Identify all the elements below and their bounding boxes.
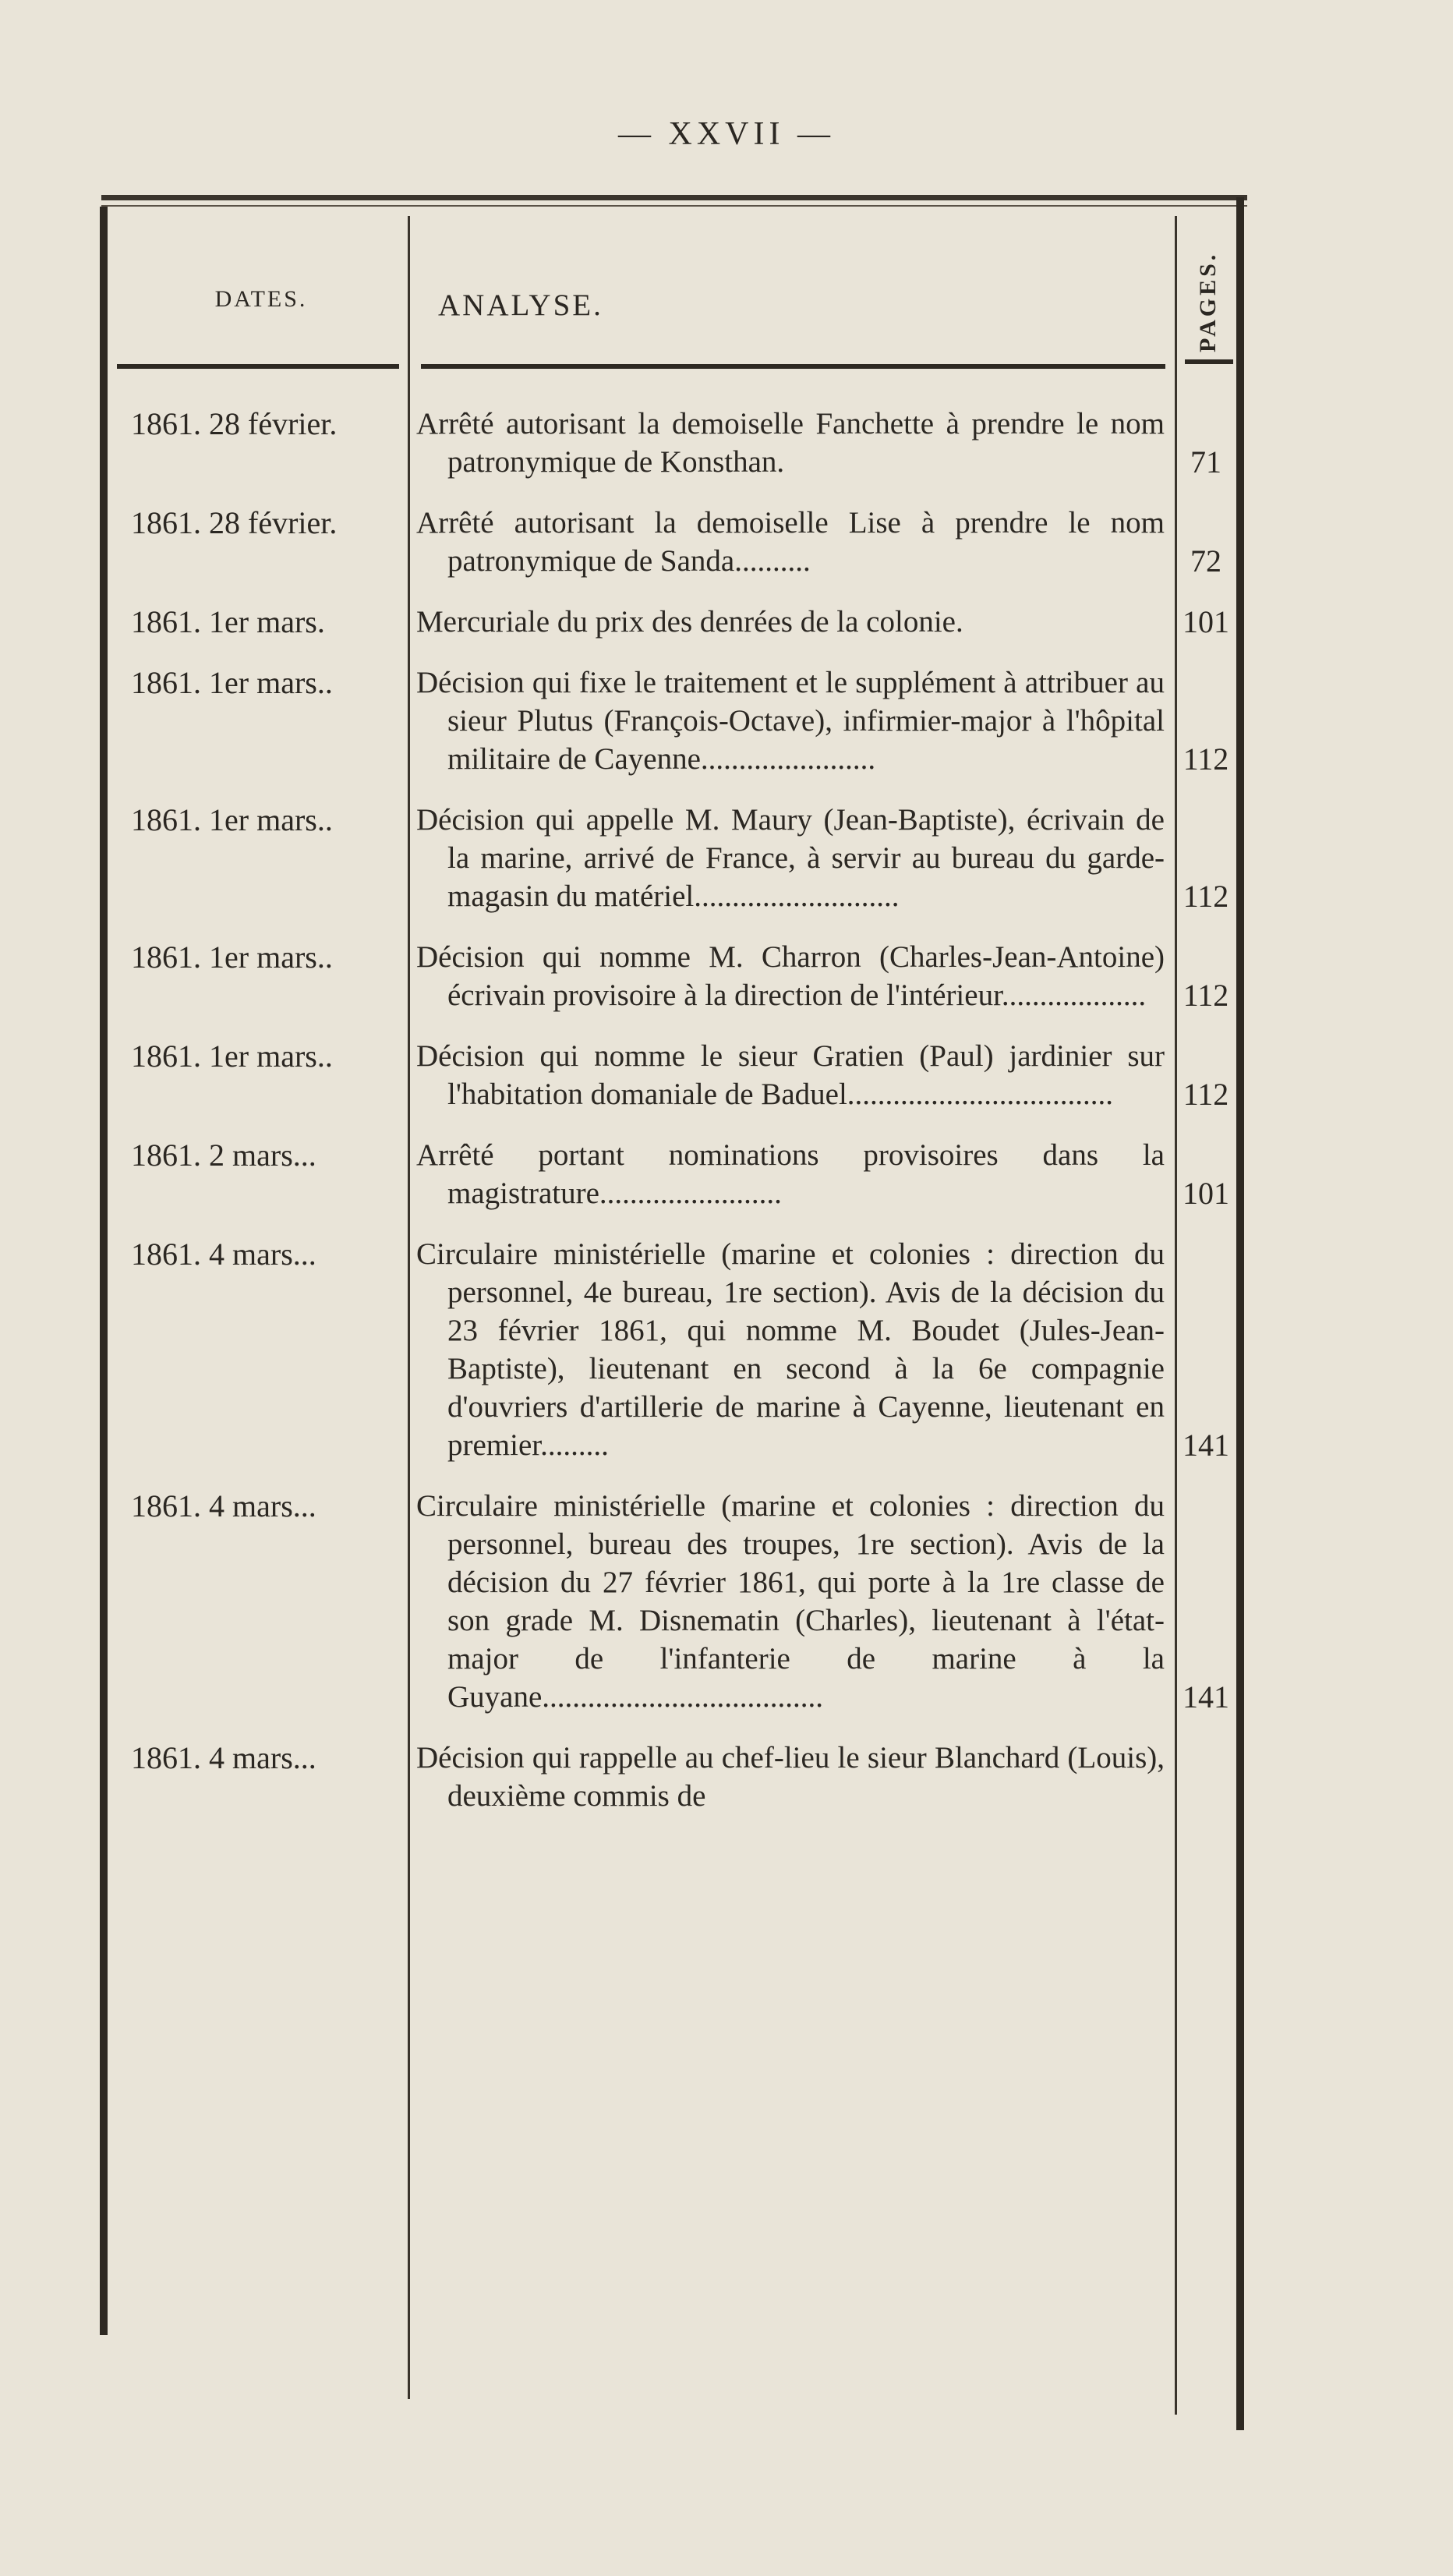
entry-date: 1861. 4 mars... [131, 1488, 316, 1523]
entry-page: 112 [1183, 1077, 1229, 1112]
entry-analysis: Décision qui appelle M. Maury (Jean-Baptiste), écrivain de la marine, arrivé de France, à servir au bureau du garde-magasin du matériel........................... [416, 803, 1165, 913]
entry-date: 1861. 4 mars... [131, 1740, 316, 1775]
entry-page: 71 [1190, 444, 1221, 479]
page-number-header: — XXVII — [618, 116, 835, 152]
entry-date: 1861. 1er mars. [131, 604, 325, 639]
table-row [101, 663, 1247, 778]
entry-analysis: Arrêté portant nominations provisoires dans la magistrature........................ [416, 1138, 1165, 1210]
entry-page: 112 [1183, 741, 1229, 777]
entry-date: 1861. 1er mars.. [131, 939, 333, 975]
index-table [101, 195, 1247, 2422]
entry-date: 1861. 28 février. [131, 505, 338, 540]
entry-date: 1861. 28 février. [131, 406, 338, 441]
table-row [101, 1739, 1247, 1815]
entry-page: 72 [1190, 543, 1221, 579]
entry-page: 101 [1183, 604, 1229, 639]
entry-page: 141 [1183, 1428, 1229, 1463]
pages-header-rule [1185, 359, 1233, 364]
dates-column-header: DATES. [214, 286, 308, 312]
table-row [101, 1037, 1247, 1113]
entry-page: 112 [1183, 879, 1229, 914]
entry-analysis: Mercuriale du prix des denrées de la colonie. [416, 605, 963, 639]
entry-analysis: Circulaire ministérielle (marine et colonies : direction du personnel, bureau des troupes, 1re section). Avis de la décision du 27 février 1861, qui porte à la 1re classe de son grade M. Disnematin (Charles), lieutenant à l'état-major de l'infanterie de marine à la Guyane..................................... [416, 1489, 1165, 1714]
table-row [101, 1235, 1247, 1464]
entry-page: 141 [1183, 1679, 1229, 1714]
table-row [101, 1136, 1247, 1212]
entry-date: 1861. 1er mars.. [131, 1039, 333, 1074]
table-row [101, 405, 1247, 481]
entries-list [101, 405, 1247, 1838]
entry-analysis: Décision qui fixe le traitement et le supplément à attribuer au sieur Plutus (François-Octave), infirmier-major à l'hôpital militaire de Cayenne....................... [416, 666, 1165, 776]
entry-analysis: Circulaire ministérielle (marine et colonies : direction du personnel, 4e bureau, 1re section). Avis de la décision du 23 février 1861, qui nomme M. Boudet (Jules-Jean-Baptiste), lieutenant en second à la 6e compagnie d'ouvriers d'artillerie de marine à Cayenne, lieutenant en premier......... [416, 1237, 1165, 1462]
table-row [101, 801, 1247, 915]
entry-date: 1861. 2 mars... [131, 1138, 316, 1173]
table-row [101, 603, 1247, 641]
entry-date: 1861. 4 mars... [131, 1237, 316, 1272]
analysis-column-header: ANALYSE. [438, 288, 603, 322]
table-row [101, 504, 1247, 580]
dates-header-rule [117, 364, 399, 369]
entry-date: 1861. 1er mars.. [131, 802, 333, 837]
entry-analysis: Décision qui rappelle au chef-lieu le sieur Blanchard (Louis), deuxième commis de [416, 1741, 1165, 1813]
entry-date: 1861. 1er mars.. [131, 665, 333, 700]
analysis-header-rule [421, 364, 1165, 369]
entry-analysis: Arrêté autorisant la demoiselle Lise à prendre le nom patronymique de Sanda.......... [416, 506, 1165, 578]
pages-column-header: PAGES. [1195, 251, 1221, 352]
entry-analysis: Arrêté autorisant la demoiselle Fanchette à prendre le nom patronymique de Konsthan. [416, 407, 1165, 479]
table-row [101, 1487, 1247, 1716]
entry-analysis: Décision qui nomme le sieur Gratien (Paul) jardinier sur l'habitation domaniale de Baduel................................... [416, 1039, 1165, 1111]
entry-page: 101 [1183, 1176, 1229, 1211]
entry-analysis: Décision qui nomme M. Charron (Charles-Jean-Antoine) écrivain provisoire à la direction de l'intérieur................... [416, 940, 1165, 1012]
entry-page: 112 [1183, 978, 1229, 1013]
table-row [101, 938, 1247, 1014]
